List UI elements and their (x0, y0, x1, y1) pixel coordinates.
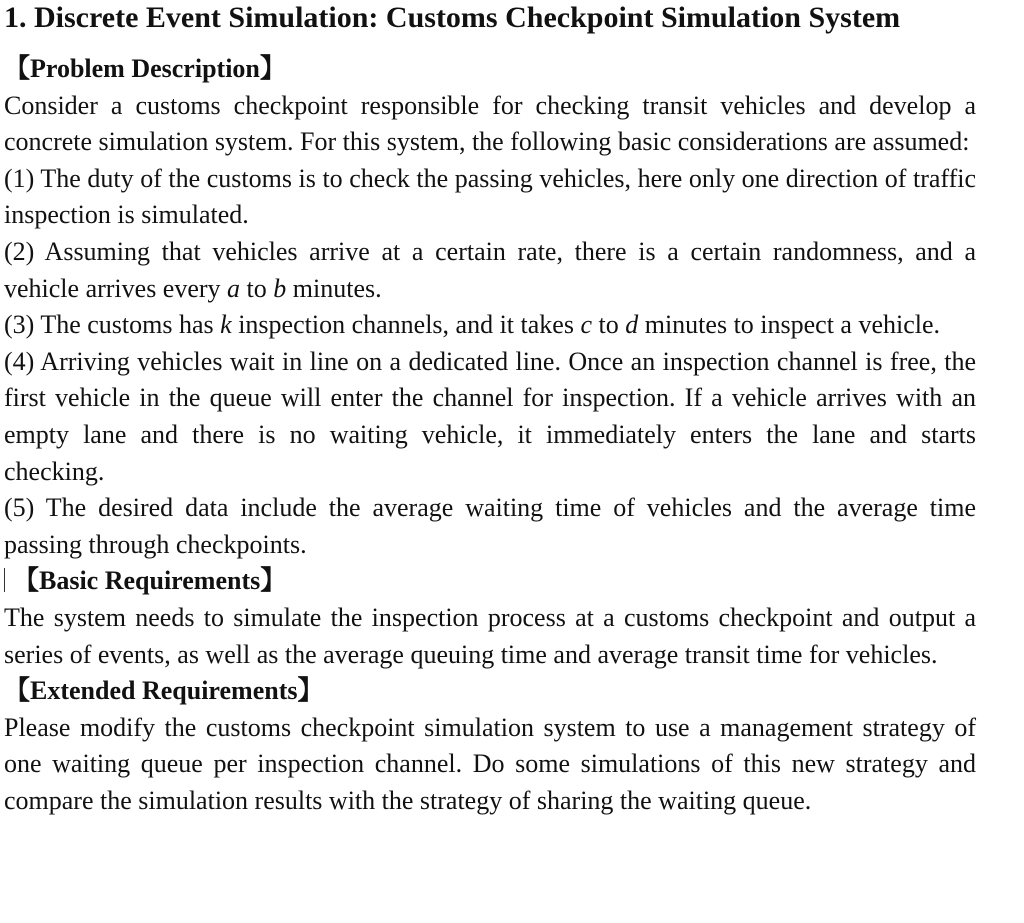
problem-description-heading: 【Problem Description】 (4, 54, 286, 83)
document-title: 1. Discrete Event Simulation: Customs Checkpoint Simulation System (4, 1, 901, 34)
extended-requirements-text: Please modify the customs checkpoint simulation system to use a management strategy of one waiting queue per inspection channel. Do some simulations of this new strategy and compare the simulation results with the strategy of sharing the waiting queue. (4, 712, 976, 815)
problem-item-4: (4) Arriving vehicles wait in line on a dedicated line. Once an inspection channel is free, the first vehicle in the queue will enter the channel for inspection. If a vehicle arrives with an empty lane and there is no waiting vehicle, it immediately enters the lane and starts checking. (4, 346, 976, 486)
item-3-text-pre: (3) The customs has (4, 310, 221, 340)
item-3-text-mid2: to (592, 310, 626, 340)
problem-intro: Consider a customs checkpoint responsible for checking transit vehicles and develop a concrete simulation system. For this system, the following basic considerations are assumed: (4, 90, 976, 157)
item-3-text-post: minutes to inspect a vehicle. (638, 310, 941, 340)
basic-requirements-heading (4, 563, 976, 600)
document-page (4, 0, 976, 819)
variable-k: k (220, 310, 232, 340)
text-cursor-icon (4, 568, 5, 592)
problem-item-1: (1) The duty of the customs is to check the passing vehicles, here only one direction of traffic inspection is simulated. (4, 163, 976, 230)
variable-c: c (580, 310, 592, 340)
variable-a: a (227, 273, 241, 303)
item-3-text-mid1: inspection channels, and it takes (231, 310, 581, 340)
problem-item-3 (4, 307, 976, 344)
extended-requirements-heading: 【Extended Requirements】 (4, 676, 324, 706)
problem-item-2 (4, 234, 976, 307)
item-2-text-post: minutes. (286, 273, 382, 303)
basic-requirements-heading-text: 【Basic Requirements】 (13, 566, 287, 596)
item-2-text-pre: (2) Assuming that vehicles arrive at a certain rate, there is a certain randomness, and a vehicle arrives every (4, 236, 976, 303)
basic-requirements-text: The system needs to simulate the inspection process at a customs checkpoint and output a series of events, as well as the average queuing time and average transit time for vehicles. (4, 602, 976, 669)
variable-d: d (625, 310, 639, 340)
item-2-text-mid: to (240, 273, 274, 303)
problem-item-5: (5) The desired data include the average waiting time of vehicles and the average time passing through checkpoints. (4, 493, 976, 559)
variable-b: b (273, 273, 287, 303)
